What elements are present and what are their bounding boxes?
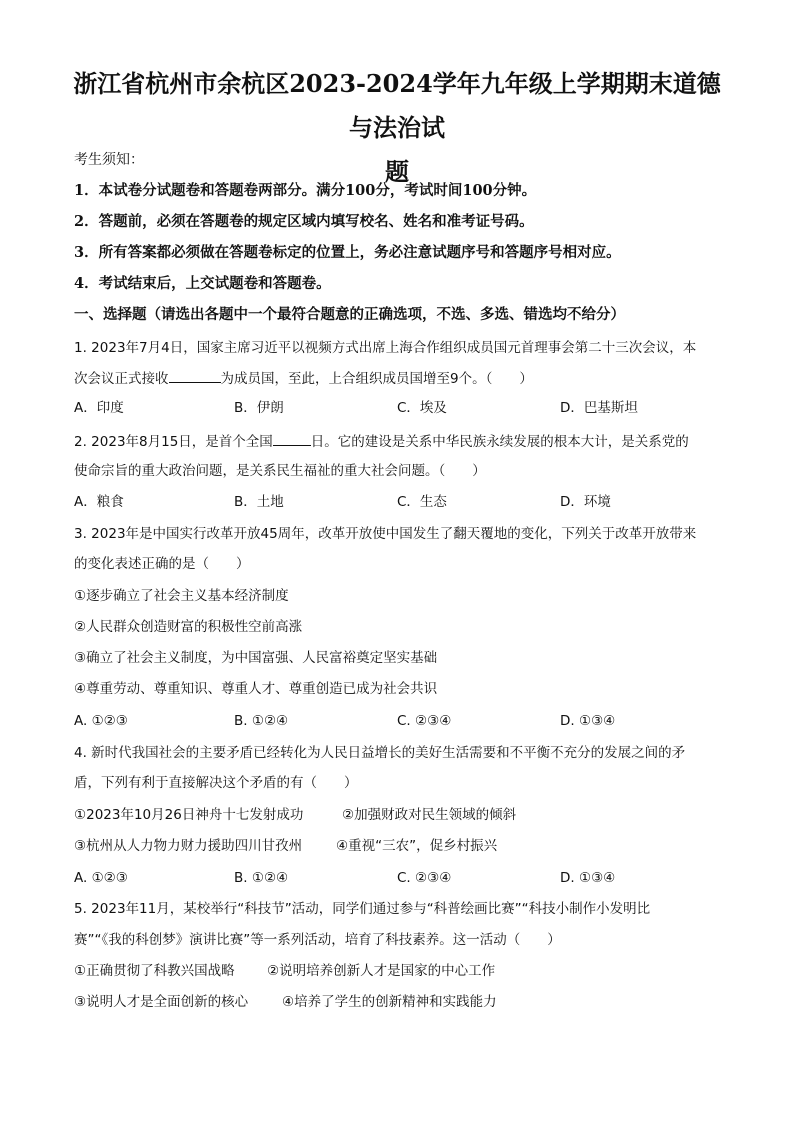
q3-line-2: 的变化表述正确的是（ ） [74,556,250,572]
q3-statement-3: ③确立了社会主义制度，为中国富强、人民富裕奠定坚实基础 [74,650,438,666]
notice-item-1: 1．本试卷分试题卷和答题卷两部分。满分100分，考试时间100分钟。 [74,182,537,199]
notice-item-3: 3．所有答案都必须做在答题卷标定的位置上，务必注意试题序号和答题序号相对应。 [74,244,621,261]
q3-option-c: C. ②③④ [397,713,452,729]
q5-line-1: 5. 2023年11月，某校举行“科技节”活动，同学们通过参与“科普绘画比赛”“科技小制作小发明比 [74,901,651,917]
q3-statement-4: ④尊重劳动、尊重知识、尊重人才、尊重创造已成为社会共识 [74,681,438,697]
title-line-2: 题 [385,157,409,186]
q5-statement-3: ③说明人才是全面创新的核心 [74,994,249,1010]
q2-option-a: A．粮食 [74,494,124,510]
q3-option-a: A. ①②③ [74,713,128,729]
q1-option-b: B．伊朗 [234,400,284,416]
q3-line-1: 3. 2023年是中国实行改革开放45周年，改革开放使中国发生了翻天覆地的变化，下列关于改革开放带来 [74,526,697,542]
q4-line-2: 盾，下列有利于直接解决这个矛盾的有（ ） [74,775,358,791]
q4-option-c: C. ②③④ [397,870,452,886]
q4-statement-3: ③杭州从人力物力财力援助四川甘孜州 [74,838,303,854]
q4-option-a: A. ①②③ [74,870,128,886]
q2-line-2: 使命宗旨的重大政治问题，是关系民生福祉的重大社会问题。（ ） [74,463,486,479]
q3-statement-2: ②人民群众创造财富的积极性空前高涨 [74,619,303,635]
q1-line-1: 1. 2023年7月4日，国家主席习近平以视频方式出席上海合作组织成员国元首理事会第二十三次会议，本 [74,340,697,356]
q5-statement-4: ④培养了学生的创新精神和实践能力 [282,994,497,1010]
q2-option-d: D．环境 [560,494,611,510]
q4-option-d: D. ①③④ [560,870,616,886]
q5-statement-2: ②说明培养创新人才是国家的中心工作 [267,963,496,979]
q3-option-d: D. ①③④ [560,713,616,729]
q2-line-1b: 日。它的建设是关系中华民族永续发展的根本大计，是关系党的 [310,434,689,450]
q2-option-c: C．生态 [397,494,447,510]
q4-statement-1: ①2023年10月26日神舟十七发射成功 [74,807,304,823]
q1-line-2 [74,368,734,389]
q5-statement-1: ①正确贯彻了科教兴国战略 [74,963,235,979]
q3-statement-1: ①逐步确立了社会主义基本经济制度 [74,588,289,604]
q1-answer-blank [169,368,221,383]
q1-line-2b: 为成员国，至此，上合组织成员国增至9个。（ ） [220,371,533,387]
q4-line-1: 4. 新时代我国社会的主要矛盾已经转化为人民日益增长的美好生活需要和不平衡不充分的发展之间的矛 [74,745,686,761]
q4-statement-2: ②加强财政对民生领域的倾斜 [342,807,517,823]
notice-item-4: 4．考试结束后，上交试题卷和答题卷。 [74,275,331,292]
q2-answer-blank [273,431,311,446]
q1-option-a: A．印度 [74,400,124,416]
title-line-1: 浙江省杭州市余杭区2023-2024学年九年级上学期期末道德与法治试 [73,69,721,142]
section-heading: 一、选择题（请选出各题中一个最符合题意的正确选项，不选、多选、错选均不给分） [74,306,625,323]
q4-option-b: B. ①②④ [234,870,289,886]
q2-option-b: B．土地 [234,494,284,510]
q1-option-c: C．埃及 [397,400,447,416]
q1-option-d: D．巴基斯坦 [560,400,638,416]
q2-line-1 [74,431,734,452]
q2-line-1a: 2. 2023年8月15日，是首个全国 [74,434,273,450]
q1-line-2a: 次会议正式接收 [74,371,169,387]
q5-line-2: 赛”“《我的科创梦》演讲比赛”等一系列活动，培育了科技素养。这一活动（ ） [74,932,561,948]
notice-heading: 考生须知： [74,152,144,168]
notice-item-2: 2．答题前，必须在答题卷的规定区域内填写校名、姓名和准考证号码。 [74,213,534,230]
q4-statement-4: ④重视“三农”，促乡村振兴 [336,838,498,854]
page-title [70,62,724,194]
q3-option-b: B. ①②④ [234,713,289,729]
